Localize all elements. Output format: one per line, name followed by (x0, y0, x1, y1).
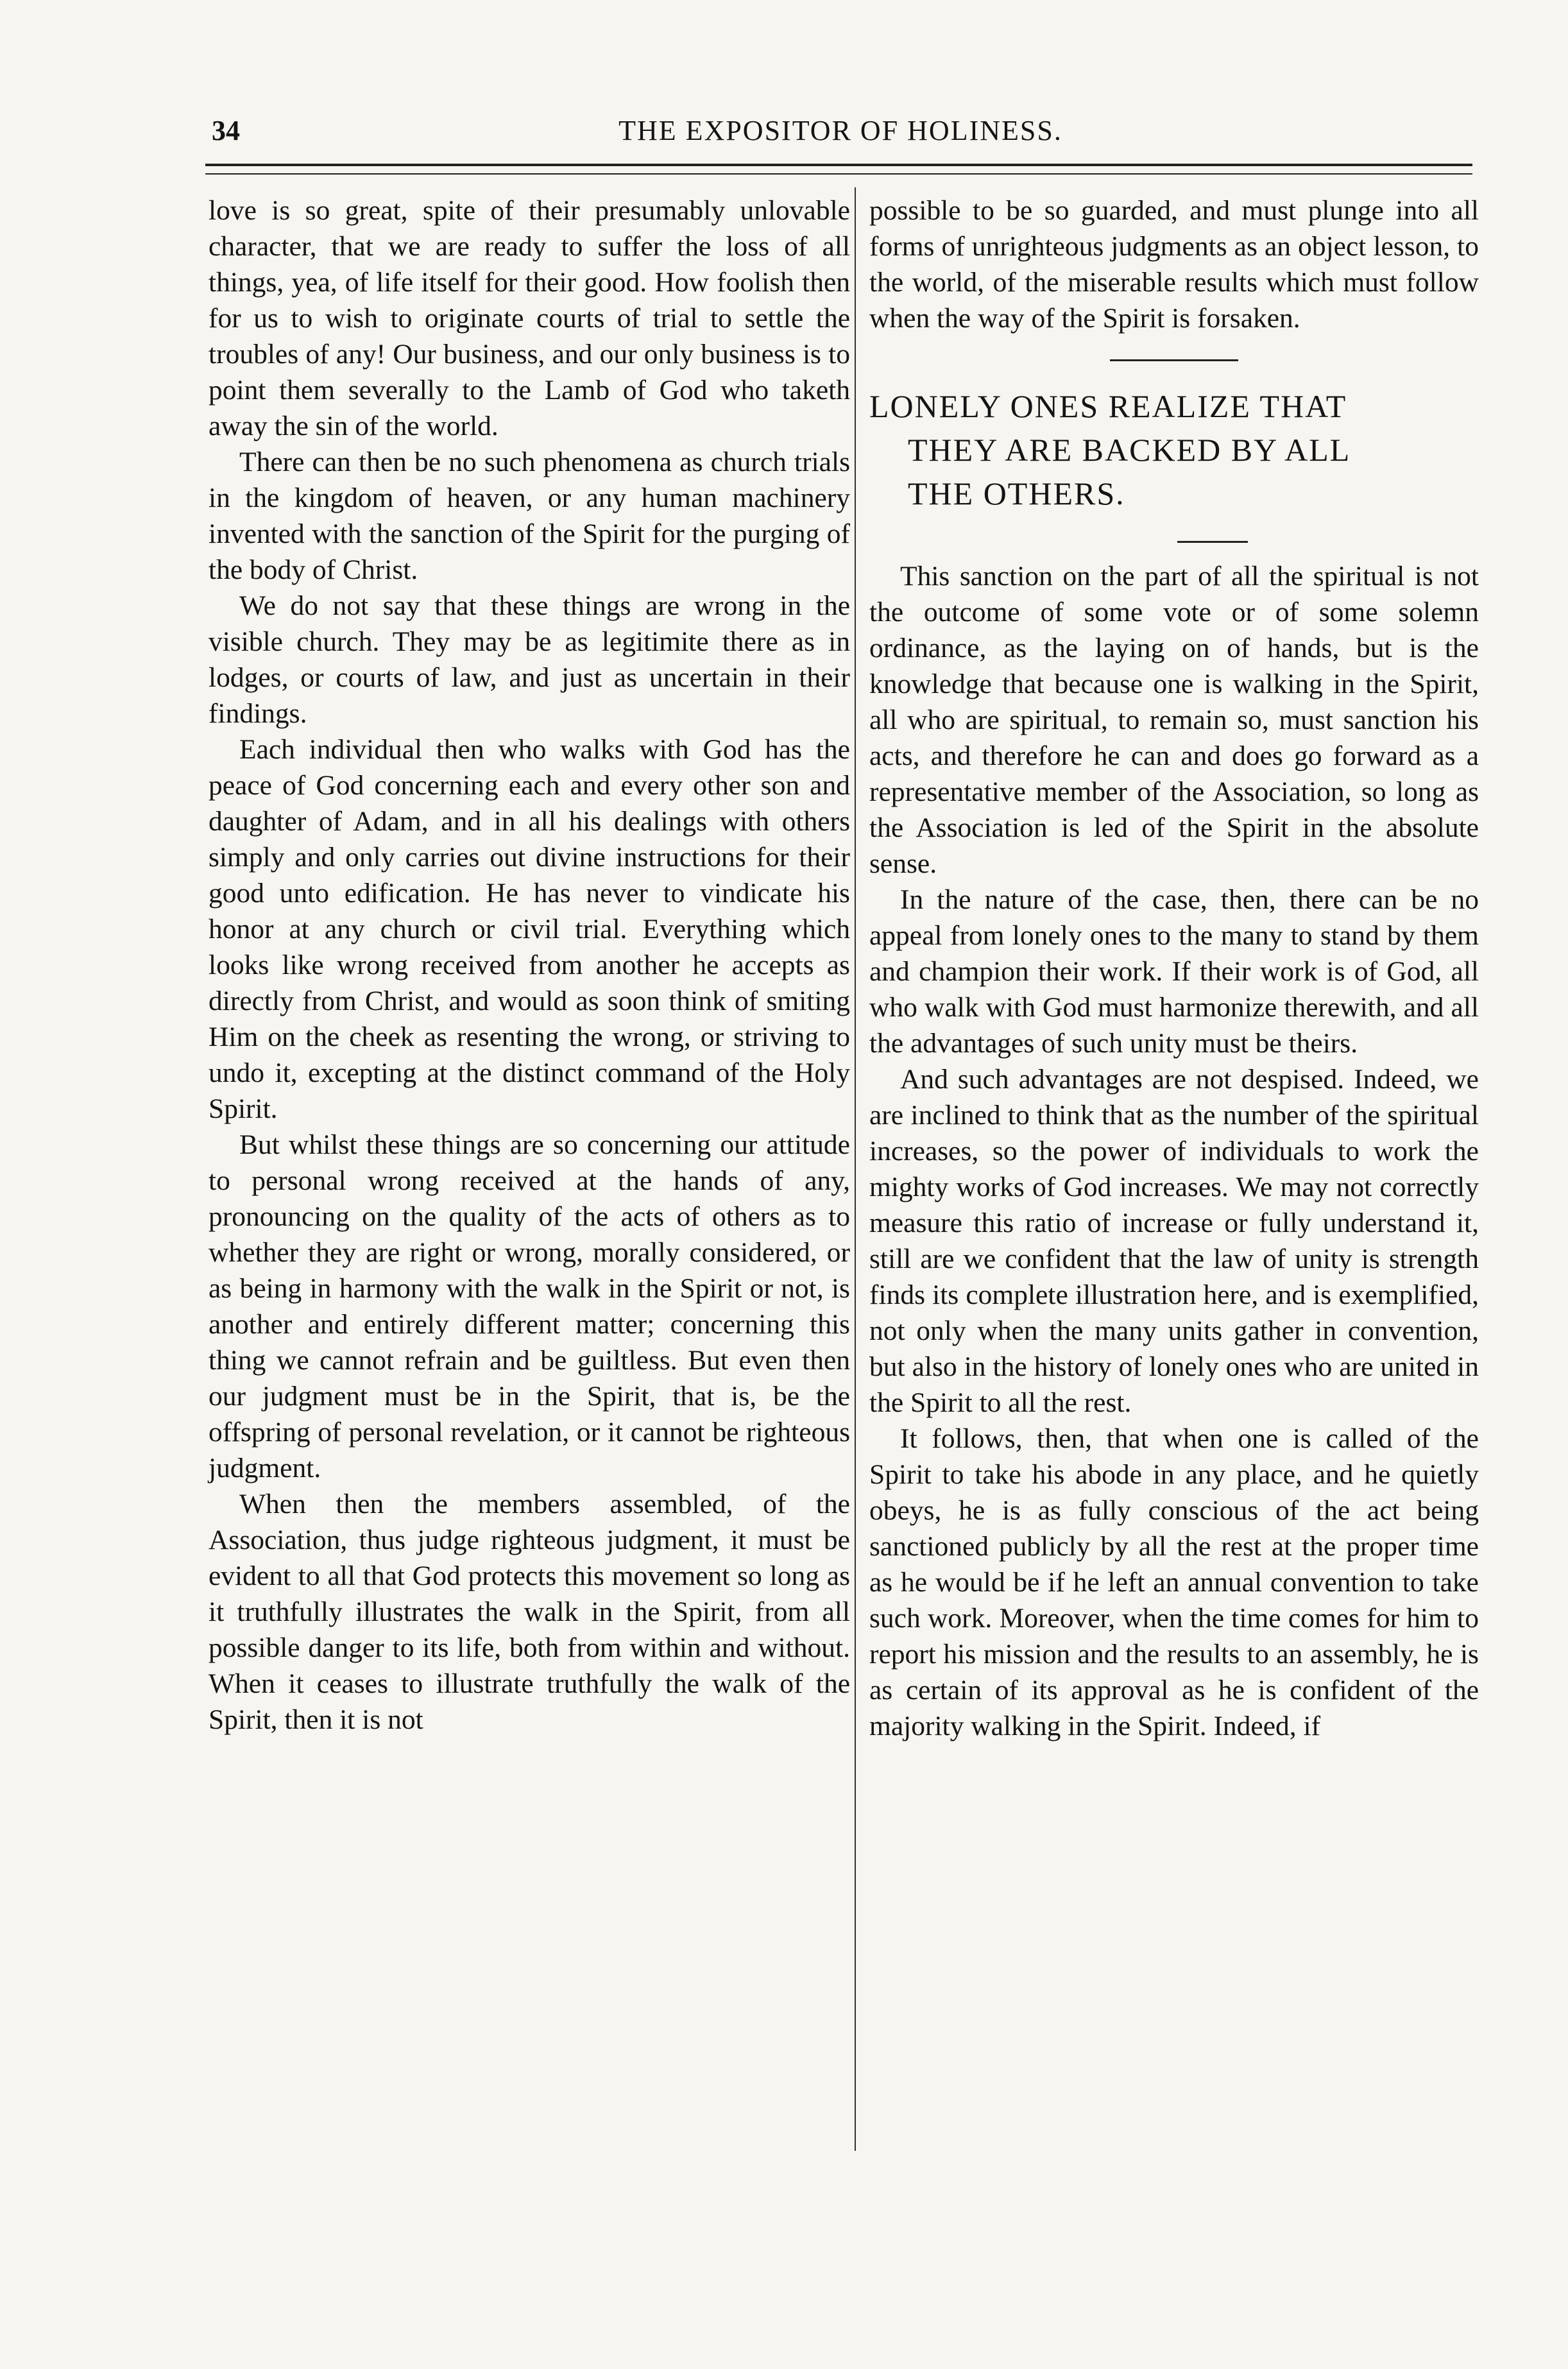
paragraph: But whilst these things are so concerning our attitude to personal wrong received at the hands of any, pronouncing on the quality of the acts of others as to whether they are right or wrong, morally considered, or as being in harmony with the walk in the Spirit or not, is another and entirely different matter; concerning this thing we cannot refrain and be guiltless. But even then our judgment must be in the Spirit, that is, be the offspring of personal revelation, or it cannot be righteous judgment. (209, 1129, 850, 1484)
paragraph: When then the members assembled, of the Association, thus judge righteous judgment, it must be evident to all that God protects this movement so long as it truthfully illustrates the walk in the Spirit, from all possible danger to its life, both from within and without. When it ceases to illustrate truthfully the walk of the Spirit, then it is not (209, 1489, 850, 1735)
section-heading (869, 384, 1479, 515)
page-header (212, 109, 1469, 160)
paragraph: It follows, then, that when one is called of the Spirit to take his abode in any place, and he quietly obeys, he is as fully conscious of the act being sanctioned publicly by all the rest at the proper time as he would be if he left an annual convention to take such work. Moreover, when the time comes for him to report his mission and the results to an assembly, he is as certain of its approval as he is confident of the majority walking in the Spirit. Indeed, if (869, 1423, 1479, 1741)
heading-line: THE OTHERS. (908, 475, 1125, 511)
paragraph: possible to be so guarded, and must plunge into all forms of unrighteous judgments as an object lesson, to the world, of the miserable results which must follow when the way of the Spirit is forsaken. (869, 195, 1479, 334)
section-rule (1110, 359, 1238, 361)
left-column (209, 192, 850, 1738)
paragraph: This sanction on the part of all the spiritual is not the outcome of some vote or of some solemn ordinance, as the laying on of hands, but is the knowledge that because one is walking in the Spirit, all who are spiritual, to remain so, must sanction his acts, and therefore he can and does go forward as a representative member of the Association, so long as the Association is led of the Spirit in the absolute sense. (869, 561, 1479, 879)
paragraph: We do not say that these things are wrong in the visible church. They may be as legitimite there as in lodges, or courts of law, and just as uncertain in their findings. (209, 590, 850, 729)
header-rule-thin (205, 173, 1472, 175)
header-rule (205, 164, 1472, 166)
paragraph: Each individual then who walks with God has the peace of God concerning each and every other son and daughter of Adam, and in all his dealings with others simply and only carries out divine instructions for their good unto edification. He has never to vindicate his honor at any church or civil trial. Everything which looks like wrong received from another he accepts as directly from Christ, and would as soon think of smiting Him on the cheek as resenting the wrong, or striving to undo it, excepting at the distinct command of the Holy Spirit. (209, 734, 850, 1124)
paragraph: There can then be no such phenomena as church trials in the kingdom of heaven, or any human machinery invented with the sanction of the Spirit for the purging of the body of Christ. (209, 447, 850, 585)
paragraph: In the nature of the case, then, there can be no appeal from lonely ones to the many to stand by them and champion their work. If their work is of God, all who walk with God must harmonize therewith, and all the advantages of such unity must be theirs. (869, 884, 1479, 1059)
running-title: THE EXPOSITOR OF HOLINESS. (618, 115, 1062, 146)
heading-line: THEY ARE BACKED BY ALL (908, 432, 1351, 468)
paragraph: And such advantages are not despised. Indeed, we are inclined to think that as the number of the spiritual increases, so the power of individuals to work the mighty works of God increases. We may not correctly measure this ratio of increase or fully understand it, still are we confident that the law of unity is strength finds its complete illustration here, and is exemplified, not only when the many units gather in convention, but also in the history of lonely ones who are united in the Spirit to all the rest. (869, 1064, 1479, 1418)
right-column (869, 192, 1479, 1744)
page-number: 34 (212, 115, 240, 146)
heading-rule (1177, 541, 1248, 543)
paragraph: love is so great, spite of their presumably unlovable character, that we are ready to suffer the loss of all things, yea, of life itself for their good. How foolish then for us to wish to originate courts of trial to settle the troubles of any! Our business, and our only business is to point them severally to the Lamb of God who taketh away the sin of the world. (209, 195, 850, 441)
column-divider (855, 187, 856, 2151)
heading-line: LONELY ONES REALIZE THAT (869, 388, 1347, 424)
